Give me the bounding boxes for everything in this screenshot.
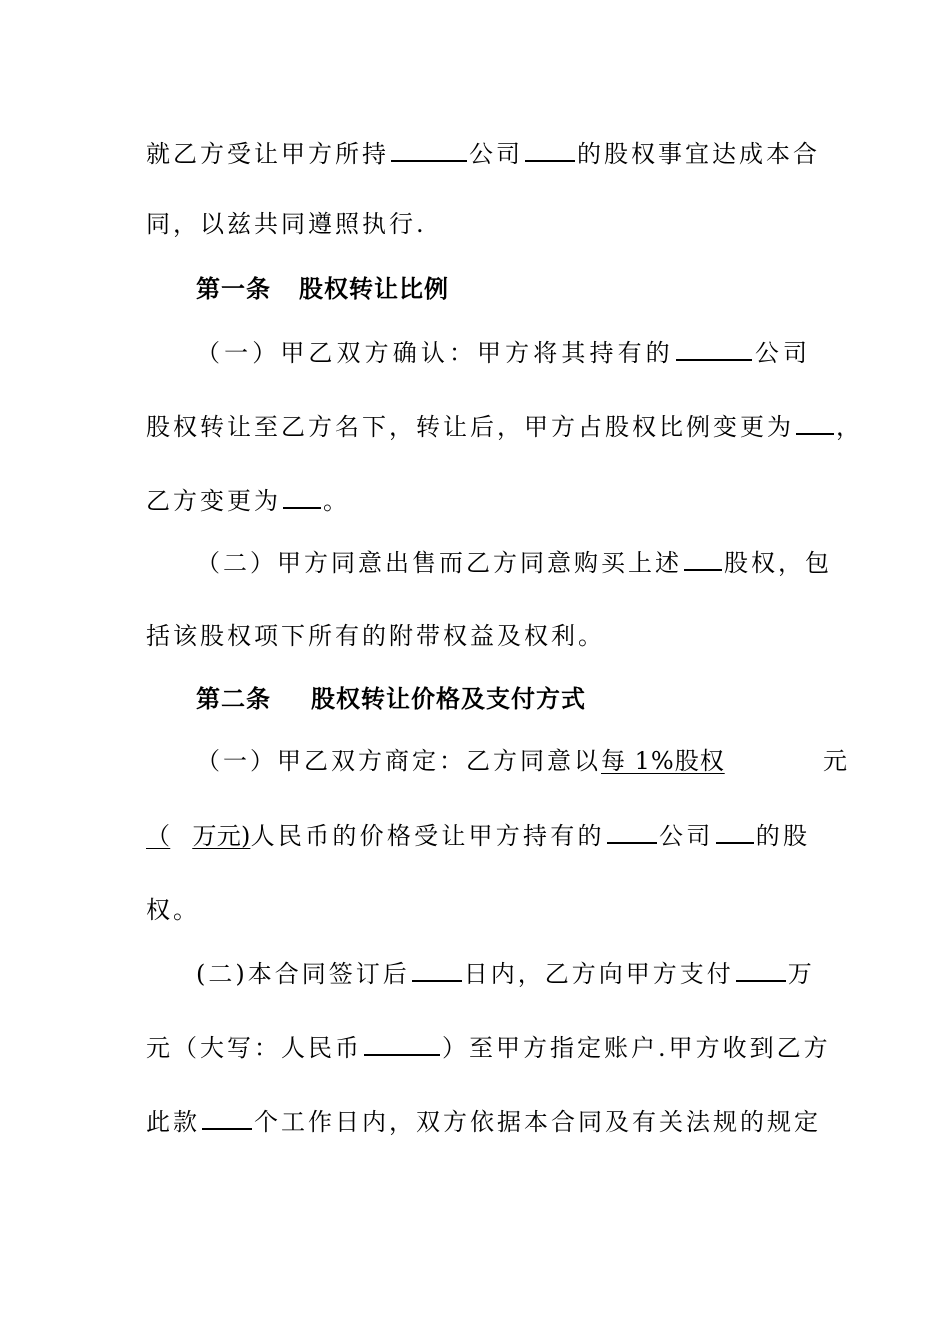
text-span: 括该股权项下所有的附带权益及权利。	[146, 622, 605, 650]
text-span: （一）甲乙双方确认：甲方将其持有的	[196, 339, 674, 367]
text-span: 人民币的价格受让甲方持有的	[250, 822, 605, 850]
text-span: 同，以兹共同遵照执行.	[146, 210, 427, 238]
article-number: 第二条	[196, 684, 271, 713]
text-span: 此款	[146, 1108, 200, 1136]
text-span: 股权，包	[724, 549, 832, 577]
text-line	[196, 958, 815, 989]
fill-blank	[283, 485, 321, 509]
text-span: 的股	[755, 822, 811, 850]
text-span: 元	[823, 747, 850, 775]
fill-blank	[525, 138, 575, 162]
text-line	[146, 411, 863, 442]
text-span: 的股权事宜达成本合	[577, 140, 820, 168]
text-line	[146, 1032, 831, 1063]
text-line	[146, 820, 810, 851]
fill-blank	[716, 820, 754, 844]
text-span: 公司	[658, 822, 714, 850]
fill-blank	[391, 138, 467, 162]
text-span: （	[146, 822, 171, 850]
text-span: 就乙方受让甲方所持	[146, 140, 389, 168]
text-span: (二)本合同签订后	[196, 960, 410, 988]
article-title: 股权转让价格及支付方式	[311, 684, 586, 713]
text-span: 每 1%股权	[601, 747, 725, 775]
fill-blank	[796, 411, 834, 435]
text-line	[146, 138, 820, 169]
fill-blank	[684, 547, 722, 571]
text-span: ，	[836, 413, 863, 441]
fill-blank	[607, 820, 657, 844]
text-line	[146, 1106, 821, 1137]
text-span: 万	[787, 960, 815, 988]
text-span: 万元)	[192, 822, 251, 850]
text-span: 公司	[469, 140, 523, 168]
text-span: 权。	[146, 896, 200, 924]
text-line	[196, 337, 810, 368]
article-title: 股权转让比例	[299, 274, 449, 303]
text-line	[146, 209, 810, 239]
text-line	[146, 485, 810, 516]
text-span: ）至甲方指定账户.甲方收到乙方	[442, 1034, 831, 1062]
text-span: 日内，乙方向甲方支付	[463, 960, 734, 988]
fill-blank	[412, 958, 462, 982]
text-span: （一）甲乙双方商定：乙方同意以	[196, 747, 601, 775]
text-span: 公司	[753, 339, 811, 367]
text-line	[146, 895, 810, 925]
fill-blank	[202, 1106, 252, 1130]
section-heading	[196, 274, 810, 304]
text-span: 个工作日内，双方依据本合同及有关法规的规定	[254, 1108, 821, 1136]
fill-blank	[676, 337, 752, 361]
fill-blank	[736, 958, 786, 982]
section-heading	[196, 684, 810, 714]
text-line	[196, 547, 832, 578]
text-line	[146, 621, 810, 651]
text-span: 。	[323, 487, 350, 515]
article-number: 第一条	[196, 274, 271, 303]
text-span: 元（大写：人民币	[146, 1034, 362, 1062]
underlined-amount	[146, 822, 250, 850]
fill-blank	[364, 1032, 440, 1056]
text-line	[196, 746, 850, 776]
underlined-amount	[601, 746, 823, 776]
text-span: （二）甲方同意出售而乙方同意购买上述	[196, 549, 682, 577]
text-span: 乙方变更为	[146, 487, 281, 515]
text-span: 股权转让至乙方名下，转让后，甲方占股权比例变更为	[146, 413, 794, 441]
